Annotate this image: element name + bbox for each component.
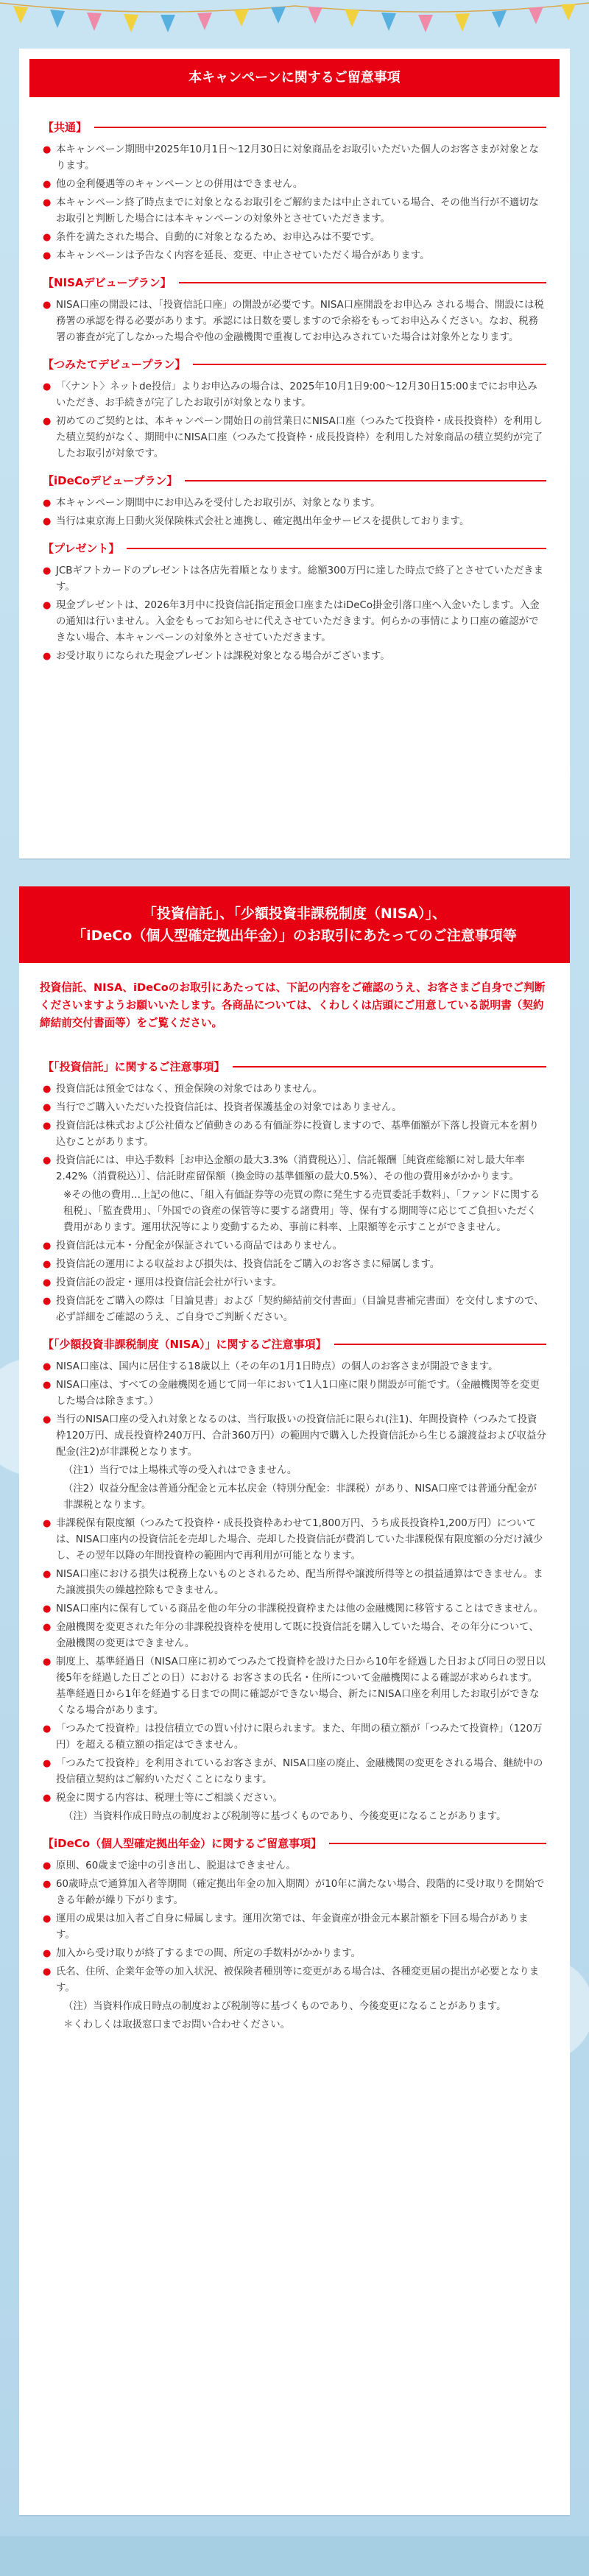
section-heading-text: 【プレゼント】 bbox=[43, 542, 120, 555]
bullet-icon: ● bbox=[43, 1569, 52, 1580]
notice-item bbox=[43, 1721, 546, 1754]
notice-text: 加入から受け取りが終了するまでの間、所定の手数料がかかります。 bbox=[56, 1948, 361, 1959]
section-heading-text: 【「少額投資非課税制度（NISA）」に関するご注意事項】 bbox=[43, 1338, 327, 1351]
section-heading-text: 【共通】 bbox=[43, 121, 88, 134]
bullet-icon: ● bbox=[43, 1860, 52, 1871]
notice-item bbox=[43, 142, 546, 174]
bullet-icon: ● bbox=[43, 1518, 52, 1529]
bullet-icon: ● bbox=[43, 1277, 52, 1288]
campaign-notes-body bbox=[19, 97, 570, 674]
notice-item bbox=[43, 414, 546, 462]
bullet-icon: ● bbox=[43, 416, 52, 427]
notice-item bbox=[43, 1257, 546, 1273]
notice-item bbox=[43, 1412, 546, 1461]
section-divider bbox=[179, 282, 546, 283]
notice-list bbox=[43, 1081, 546, 1326]
notice-list bbox=[43, 1359, 546, 1825]
notice-item bbox=[43, 1809, 546, 1825]
notice-list bbox=[43, 1858, 546, 2033]
bullet-icon: ● bbox=[43, 232, 52, 243]
notice-text: 投資信託は預金ではなく、預金保険の対象ではありません。 bbox=[56, 1084, 323, 1095]
bullet-icon: ● bbox=[43, 381, 52, 392]
section-heading bbox=[43, 356, 546, 372]
notice-text: 投資信託は株式および公社債など値動きのある有価証券に投資しますので、基準価額が下落し投資元本を割り込むことがあります。 bbox=[56, 1121, 539, 1148]
bullet-icon: ● bbox=[43, 600, 52, 611]
notice-text: 本キャンペーン終了時点までに対象となるお取引をご解約または中止されている場合、その他当行が不適切なお取引と判断した場合には本キャンペーンの対象外とさせていただきます。 bbox=[56, 197, 539, 225]
notice-text: （注）当資料作成日時点の制度および税制等に基づくものであり、今後変更になることがあります。 bbox=[63, 1811, 507, 1822]
notice-item bbox=[43, 297, 546, 346]
notice-item bbox=[43, 1756, 546, 1788]
notice-item bbox=[43, 1567, 546, 1599]
notice-text: 運用の成果は加入者ご自身に帰属します。運用次第では、年金資産が掛金元本累計額を下回る場合があります。 bbox=[56, 1913, 529, 1941]
bullet-icon: ● bbox=[43, 1793, 52, 1804]
bullet-icon: ● bbox=[43, 1913, 52, 1924]
notice-item bbox=[43, 1601, 546, 1617]
campaign-notes-title: 本キャンペーンに関するご留意事項 bbox=[29, 59, 560, 97]
notice-text: 「つみたて投資枠」を利用されているお客さまが、NISA口座の廃止、金融機関の変更をされる場合、継続中の投信積立契約はご解約いただくことになります。 bbox=[56, 1758, 543, 1785]
section-heading bbox=[43, 1835, 546, 1851]
notice-text: （注2）収益分配金は普通分配金と元本払戻金（特別分配金：非課税）があり、NISA口座では普通分配金が非課税となります。 bbox=[63, 1483, 537, 1511]
section-heading bbox=[43, 473, 546, 488]
notice-text: 初めてのご契約とは、本キャンペーン開始日の前営業日にNISA口座（つみたて投資枠・成長投資枠）を利用した積立契約がなく、期間中にNISA口座（つみたて投資枠・成長投資枠）を利用した対象商品の積立契約が完了したお取引が対象です。 bbox=[56, 416, 543, 459]
section-heading bbox=[43, 275, 546, 290]
bullet-icon: ● bbox=[43, 651, 52, 662]
notice-text: 本キャンペーン期間中2025年10月1日～12月30日に対象商品をお取引いただいた個人のお客さまが対象となります。 bbox=[56, 144, 539, 172]
bullet-icon: ● bbox=[43, 1241, 52, 1252]
bullet-icon: ● bbox=[43, 250, 52, 261]
notice-text: 原則、60歳まで途中の引き出し、脱退はできません。 bbox=[56, 1860, 296, 1871]
notice-item bbox=[43, 1877, 546, 1909]
notice-item bbox=[43, 598, 546, 646]
notice-item bbox=[43, 195, 546, 227]
campaign-notes-card bbox=[19, 49, 570, 858]
notice-item bbox=[43, 1911, 546, 1944]
notice-item bbox=[43, 1100, 546, 1116]
bullet-icon: ● bbox=[43, 1414, 52, 1425]
notice-item bbox=[43, 1188, 546, 1236]
notice-item bbox=[43, 379, 546, 412]
notice-item bbox=[43, 1858, 546, 1874]
notice-text: 投資信託をご購入の際は「目論見書」および「契約締結前交付書面」（目論見書補完書面）を交付しますので、必ず詳細をご確認のうえ、ご自身でご判断ください。 bbox=[56, 1296, 544, 1323]
notice-item bbox=[43, 230, 546, 246]
notice-text: ＊くわしくは取扱窓口までお問い合わせください。 bbox=[63, 2019, 290, 2030]
bullet-icon: ● bbox=[43, 1155, 52, 1166]
notice-text: （注）当資料作成日時点の制度および税制等に基づくものであり、今後変更になることがあります。 bbox=[63, 2001, 507, 2012]
notice-item bbox=[43, 649, 546, 665]
notice-item bbox=[43, 1790, 546, 1807]
bunting-decoration bbox=[0, 0, 589, 44]
section-heading-text: 【つみたてデビュープラン】 bbox=[43, 358, 186, 371]
section-heading-text: 【iDeCoデビュープラン】 bbox=[43, 474, 178, 487]
section-divider bbox=[127, 548, 546, 549]
footer-strip bbox=[0, 2536, 589, 2576]
notice-text: 他の金利優遇等のキャンペーンとの併用はできません。 bbox=[56, 179, 303, 190]
bullet-icon: ● bbox=[43, 179, 52, 190]
section-heading bbox=[43, 1336, 546, 1352]
notice-text: 条件を満たされた場合、自動的に対象となるため、お申込みは不要です。 bbox=[56, 232, 381, 243]
notice-item bbox=[43, 248, 546, 264]
section-heading bbox=[43, 540, 546, 556]
notice-text: 投資信託の運用による収益および損失は、投資信託をご購入のお客さまに帰属します。 bbox=[56, 1259, 440, 1270]
bullet-icon: ● bbox=[43, 1603, 52, 1615]
bullet-icon: ● bbox=[43, 1259, 52, 1270]
investment-notes-card bbox=[19, 886, 570, 2515]
bullet-icon: ● bbox=[43, 1656, 52, 1668]
notice-text: お受け取りになられた現金プレゼントは課税対象となる場合がございます。 bbox=[56, 651, 390, 662]
notice-list bbox=[43, 379, 546, 462]
notice-item bbox=[43, 514, 546, 530]
notice-item bbox=[43, 1516, 546, 1564]
investment-notes-title-line1: 「投資信託」、「少額投資非課税制度（NISA）」、 bbox=[142, 906, 447, 922]
section-divider bbox=[233, 1066, 546, 1068]
notice-list bbox=[43, 297, 546, 346]
notice-text: NISA口座は、国内に居住する18歳以上（その年の1月1日時点）の個人のお客さまが開設できます。 bbox=[56, 1361, 498, 1372]
notice-text: 本キャンペーンは予告なく内容を延長、変更、中止させていただく場合があります。 bbox=[56, 250, 430, 261]
notice-text: 「つみたて投資枠」は投信積立での買い付けに限られます。また、年間の積立額が「つみたて投資枠」（120万円）を超える積立額の指定はできません。 bbox=[56, 1723, 543, 1751]
notice-item bbox=[43, 1946, 546, 1962]
bullet-icon: ● bbox=[43, 1084, 52, 1095]
bullet-icon: ● bbox=[43, 1296, 52, 1307]
bullet-icon: ● bbox=[43, 1948, 52, 1959]
notice-item bbox=[43, 1620, 546, 1652]
notice-text: 金融機関を変更された年分の非課税投資枠を使用して既に投資信託を購入していた場合、その年分について、金融機関の変更はできません。 bbox=[56, 1622, 539, 1649]
notice-text: NISA口座内に保有している商品を他の年分の非課税投資枠または他の金融機関に移管することはできません。 bbox=[56, 1603, 544, 1615]
notice-item bbox=[43, 1081, 546, 1098]
investment-notes-title-line2: 「iDeCo（個人型確定拠出年金）」のお取引にあたってのご注意事項等 bbox=[72, 928, 517, 944]
section-heading bbox=[43, 119, 546, 135]
notice-item bbox=[43, 1377, 546, 1410]
notice-list bbox=[43, 142, 546, 264]
bullet-icon: ● bbox=[43, 1966, 52, 1977]
notice-list bbox=[43, 563, 546, 665]
section-heading-text: 【iDeCo（個人型確定拠出年金）に関するご留意事項】 bbox=[43, 1837, 322, 1850]
notice-item bbox=[43, 1153, 546, 1185]
notice-text: 税金に関する内容は、税理士等にご相談ください。 bbox=[56, 1793, 283, 1804]
notice-list bbox=[43, 495, 546, 530]
investment-notes-lead: 投資信託、NISA、iDeCoのお取引にあたっては、下記の内容をご確認のうえ、お客さまご自身でご判断くださいますようお願いいたします。各商品については、くわしくは店頭にご用意している説明書（契約締結前交付書面等）をご覧ください。 bbox=[40, 981, 546, 1029]
notice-text: 氏名、住所、企業年金等の加入状況、被保険者種別等に変更がある場合は、各種変更届の提出が必要となります。 bbox=[56, 1966, 540, 1994]
notice-text: 現金プレゼントは、2026年3月中に投資信託指定預金口座またはiDeCo掛金引落口座へ入金いたします。入金の通知は行いません。入金をもってお知らせに代えさせていただきます。何らかの事情により口座の確認ができない場合、本キャンペーンの対象外とさせていただきます。 bbox=[56, 600, 540, 643]
notice-text: JCBギフトカードのプレゼントは各店先着順となります。総額300万円に達した時点で終了とさせていただきます。 bbox=[56, 565, 543, 593]
notice-item bbox=[43, 1463, 546, 1479]
notice-text: 投資信託の設定・運用は投資信託会社が行います。 bbox=[56, 1277, 282, 1288]
notice-item bbox=[43, 563, 546, 596]
bullet-icon: ● bbox=[43, 1723, 52, 1735]
bullet-icon: ● bbox=[43, 516, 52, 527]
notice-text: 当行でご購入いただいた投資信託は、投資者保護基金の対象ではありません。 bbox=[56, 1102, 402, 1113]
notice-text: 「〈ナント〉ネットde投信」よりお申込みの場合は、2025年10月1日9:00～12月30日15:00までにお申込みいただき、お手続きが完了したお取引が対象となります。 bbox=[56, 381, 537, 409]
notice-text: NISA口座は、すべての金融機関を通じて同一年において1人1口座に限り開設が可能です。（金融機関等を変更した場合は除きます。） bbox=[56, 1380, 540, 1407]
bullet-icon: ● bbox=[43, 1758, 52, 1769]
notice-item bbox=[43, 1654, 546, 1719]
notice-item bbox=[43, 1275, 546, 1291]
investment-notes-title bbox=[19, 886, 570, 963]
notice-text: NISA口座における損失は税務上ないものとされるため、配当所得や譲渡所得等との損益通算はできません。また譲渡損失の繰越控除もできません。 bbox=[56, 1569, 543, 1596]
notice-text: 60歳時点で通算加入者等期間（確定拠出年金の加入期間）が10年に満たない場合、段階的に受け取りを開始できる年齢が繰り下がります。 bbox=[56, 1879, 545, 1906]
section-divider bbox=[193, 364, 546, 365]
notice-text: 当行は東京海上日動火災保険株式会社と連携し、確定拠出年金サービスを提供しております。 bbox=[56, 516, 470, 527]
section-divider bbox=[334, 1344, 546, 1345]
notice-text: 投資信託は元本・分配金が保証されている商品ではありません。 bbox=[56, 1241, 343, 1252]
notice-item bbox=[43, 177, 546, 193]
notice-item bbox=[43, 1118, 546, 1151]
notice-item bbox=[43, 2017, 546, 2033]
section-divider bbox=[329, 1843, 546, 1844]
section-divider bbox=[185, 480, 546, 481]
notice-item bbox=[43, 1294, 546, 1326]
notice-text: 当行のNISA口座の受入れ対象となるのは、当行取扱いの投資信託に限られ(注1)、年間投資枠（つみたて投資枠120万円、成長投資枠240万円、合計360万円）の範囲内で購入した投資信託から生じる譲渡益および収益分配金(注2)が非課税となります。 bbox=[56, 1414, 546, 1458]
notice-item bbox=[43, 495, 546, 512]
notice-item bbox=[43, 1481, 546, 1514]
notice-text: ※その他の費用…上記の他に、「組入有価証券等の売買の際に発生する売買委託手数料」、「ファンドに関する租税」、「監査費用」、「外国での資産の保管等に要する諸費用」等、保有する期間等に応じてご負担いただく費用があります。運用状況等により変動するため、事前に料率、上限額等を示すことができません。 bbox=[63, 1190, 540, 1233]
bullet-icon: ● bbox=[43, 565, 52, 576]
bullet-icon: ● bbox=[43, 1879, 52, 1890]
notice-text: 制度上、基準経過日（NISA口座に初めてつみたて投資枠を設けた日から10年を経過した日および同日の翌日以後5年を経過した日ごとの日）における お客さまの氏名・住所について金融機関による確認が求められます。基準経過日から1年を経過する日までの間に確認ができない場合、新たにNISA口座を利用したお取引ができなくなる場合があります。 bbox=[56, 1656, 546, 1716]
notice-item bbox=[43, 1964, 546, 1997]
bullet-icon: ● bbox=[43, 1622, 52, 1633]
notice-text: 投資信託には、申込手数料［お申込金額の最大3.3%（消費税込）］、信託報酬［純資産総額に対し最大年率2.42%（消費税込）］、信託財産留保額（換金時の基準価額の最大0.5%）、その他の費用※がかかります。 bbox=[56, 1155, 525, 1182]
notice-text: NISA口座の開設には、「投資信託口座」の開設が必要です。NISA口座開設をお申込み される場合、開設には税務署の承認を得る必要があります。承認には日数を要しますので余裕をもってお申込みください。なお、税務署の審査が完了しなかった場合や他の金融機関で重複してお申込みされていた場合は対象外となります。 bbox=[56, 300, 544, 343]
bullet-icon: ● bbox=[43, 300, 52, 311]
bullet-icon: ● bbox=[43, 498, 52, 509]
notice-text: 本キャンペーン期間中にお申込みを受付したお取引が、対象となります。 bbox=[56, 498, 381, 509]
notice-text: 非課税保有限度額（つみたて投資枠・成長投資枠あわせて1,800万円、うち成長投資枠1,200万円）については、NISA口座内の投資信託を売却した場合、売却した投資信託が費消していた非課税保有限度額の分だけ減少し、その翌年以降の年間投資枠の範囲内で再利用が可能となります。 bbox=[56, 1518, 543, 1562]
notice-item bbox=[43, 1999, 546, 2015]
bullet-icon: ● bbox=[43, 144, 52, 155]
bullet-icon: ● bbox=[43, 1361, 52, 1372]
section-heading bbox=[43, 1059, 546, 1074]
notice-text: （注1）当行では上場株式等の受入れはできません。 bbox=[63, 1465, 297, 1476]
bullet-icon: ● bbox=[43, 197, 52, 208]
bullet-icon: ● bbox=[43, 1121, 52, 1132]
investment-notes-body bbox=[19, 1037, 570, 2043]
section-divider bbox=[94, 127, 546, 128]
section-heading-text: 【「投資信託」に関するご注意事項】 bbox=[43, 1060, 225, 1073]
notice-item bbox=[43, 1238, 546, 1255]
notice-item bbox=[43, 1359, 546, 1375]
bullet-icon: ● bbox=[43, 1102, 52, 1113]
section-heading-text: 【NISAデビュープラン】 bbox=[43, 276, 172, 289]
bullet-icon: ● bbox=[43, 1380, 52, 1391]
